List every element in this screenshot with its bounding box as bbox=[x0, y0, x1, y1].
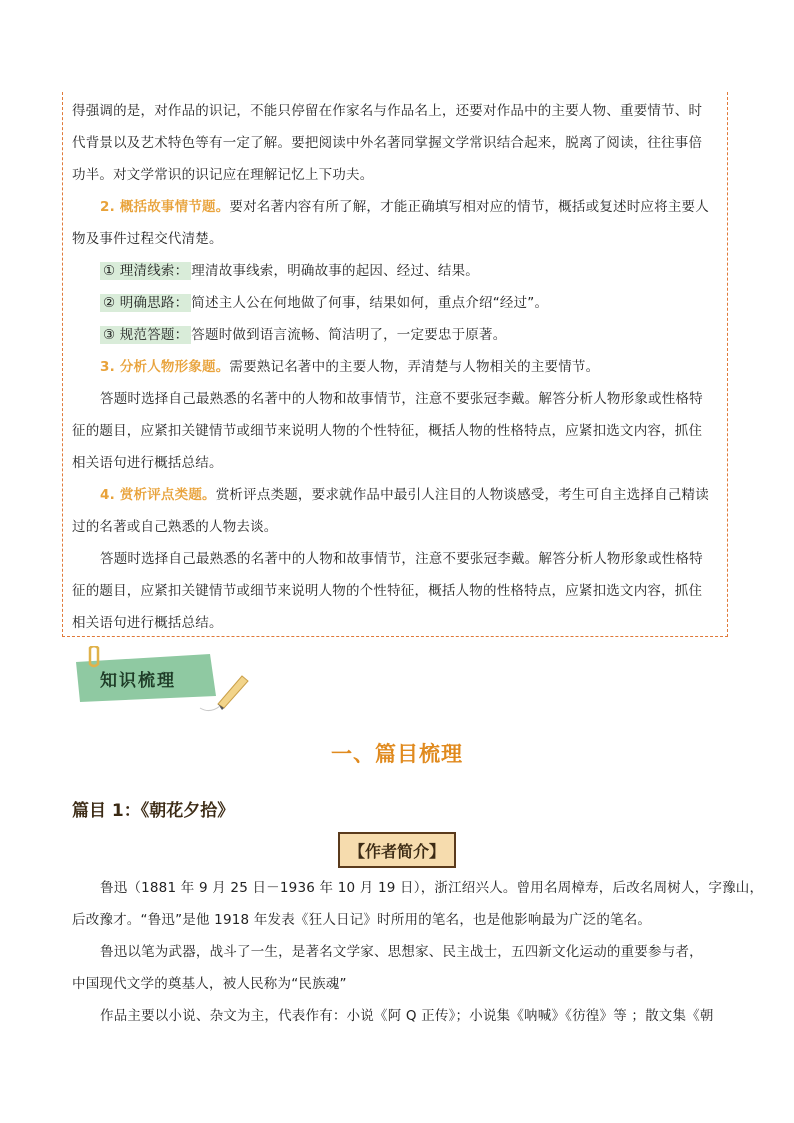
q4-body: 征的题目，应紧扣关键情节或细节来说明人物的个性特征，概括人物的性格特点，应紧扣选文内容，抓住 bbox=[72, 583, 703, 599]
q3-line bbox=[100, 357, 599, 377]
bio-line: 鲁迅以笔为武器，战斗了一生，是著名文学家、思想家、民主战士，五四新文化运动的重要参与者， bbox=[100, 944, 703, 960]
q3-text: 需要熟记名著中的主要人物，弄清楚与人物相关的主要情节。 bbox=[229, 359, 600, 375]
q2-title: 2. 概括故事情节题。 bbox=[100, 199, 230, 215]
q3-body: 相关语句进行概括总结。 bbox=[72, 455, 223, 471]
q4-text: 赏析评点类题，要求就作品中最引人注目的人物谈感受，考生可自主选择自己精读 bbox=[215, 487, 709, 503]
box-line: 代背景以及艺术特色等有一定了解。要把阅读中外名著同掌握文学常识结合起来，脱离了阅读，往往事倍 bbox=[72, 135, 703, 151]
q4-title: 4. 赏析评点类题。 bbox=[100, 487, 216, 503]
q3-body: 答题时选择自己最熟悉的名著中的人物和故事情节，注意不要张冠李戴。解答分析人物形象或性格特 bbox=[100, 391, 703, 407]
section-title: 一、篇目梳理 bbox=[331, 742, 463, 766]
step-label: ③ 规范答题： bbox=[100, 326, 191, 344]
q3-title: 3. 分析人物形象题。 bbox=[100, 359, 230, 375]
bio-line: 后改豫才。“鲁迅”是他 1918 年发表《狂人日记》时所用的笔名，也是他影响最为广泛的笔名。 bbox=[72, 912, 652, 928]
box-line: 功半。对文学常识的识记应在理解记忆上下功夫。 bbox=[72, 167, 374, 183]
q2-text: 要对名著内容有所了解，才能正确填写相对应的情节，概括或复述时应将主要人 bbox=[229, 199, 709, 215]
bio-line: 中国现代文学的奠基人，被人民称为“民族魂” bbox=[72, 976, 347, 992]
step-2 bbox=[100, 293, 548, 313]
step-text: 答题时做到语言流畅、简洁明了，一定要忠于原著。 bbox=[191, 327, 507, 343]
q2-line bbox=[100, 197, 709, 217]
author-intro-label bbox=[338, 832, 456, 868]
bio-line: 鲁迅（1881 年 9 月 25 日－1936 年 10 月 19 日），浙江绍兴人。曾用名周樟寿，后改名周树人，字豫山， bbox=[100, 880, 764, 896]
step-1 bbox=[100, 261, 479, 281]
section-banner bbox=[74, 652, 220, 702]
q2-line2: 物及事件过程交代清楚。 bbox=[72, 231, 223, 247]
step-3 bbox=[100, 325, 506, 345]
author-intro-text: 【作者简介】 bbox=[348, 841, 445, 861]
q4-line bbox=[100, 485, 709, 505]
piece-title: 篇目 1：《朝花夕拾》 bbox=[72, 801, 235, 821]
q3-body: 征的题目，应紧扣关键情节或细节来说明人物的个性特征，概括人物的性格特点，应紧扣选文内容，抓住 bbox=[72, 423, 703, 439]
q4-body: 答题时选择自己最熟悉的名著中的人物和故事情节，注意不要张冠李戴。解答分析人物形象或性格特 bbox=[100, 551, 703, 567]
bio-line: 作品主要以小说、杂文为主，代表作有：小说《阿 Q 正传》；小说集《呐喊》《彷徨》等 ；散文集《朝 bbox=[100, 1008, 714, 1024]
box-line: 得强调的是，对作品的识记，不能只停留在作家名与作品名上，还要对作品中的主要人物、重要情节、时 bbox=[72, 103, 703, 119]
step-label: ② 明确思路： bbox=[100, 294, 191, 312]
banner-text: 知识梳理 bbox=[100, 671, 176, 691]
step-text: 理清故事线索，明确故事的起因、经过、结果。 bbox=[191, 263, 479, 279]
q4-line2: 过的名著或自己熟悉的人物去谈。 bbox=[72, 519, 278, 535]
step-text: 简述主人公在何地做了何事，结果如何，重点介绍“经过”。 bbox=[191, 295, 549, 311]
q4-body: 相关语句进行概括总结。 bbox=[72, 615, 223, 631]
step-label: ① 理清线索： bbox=[100, 262, 191, 280]
